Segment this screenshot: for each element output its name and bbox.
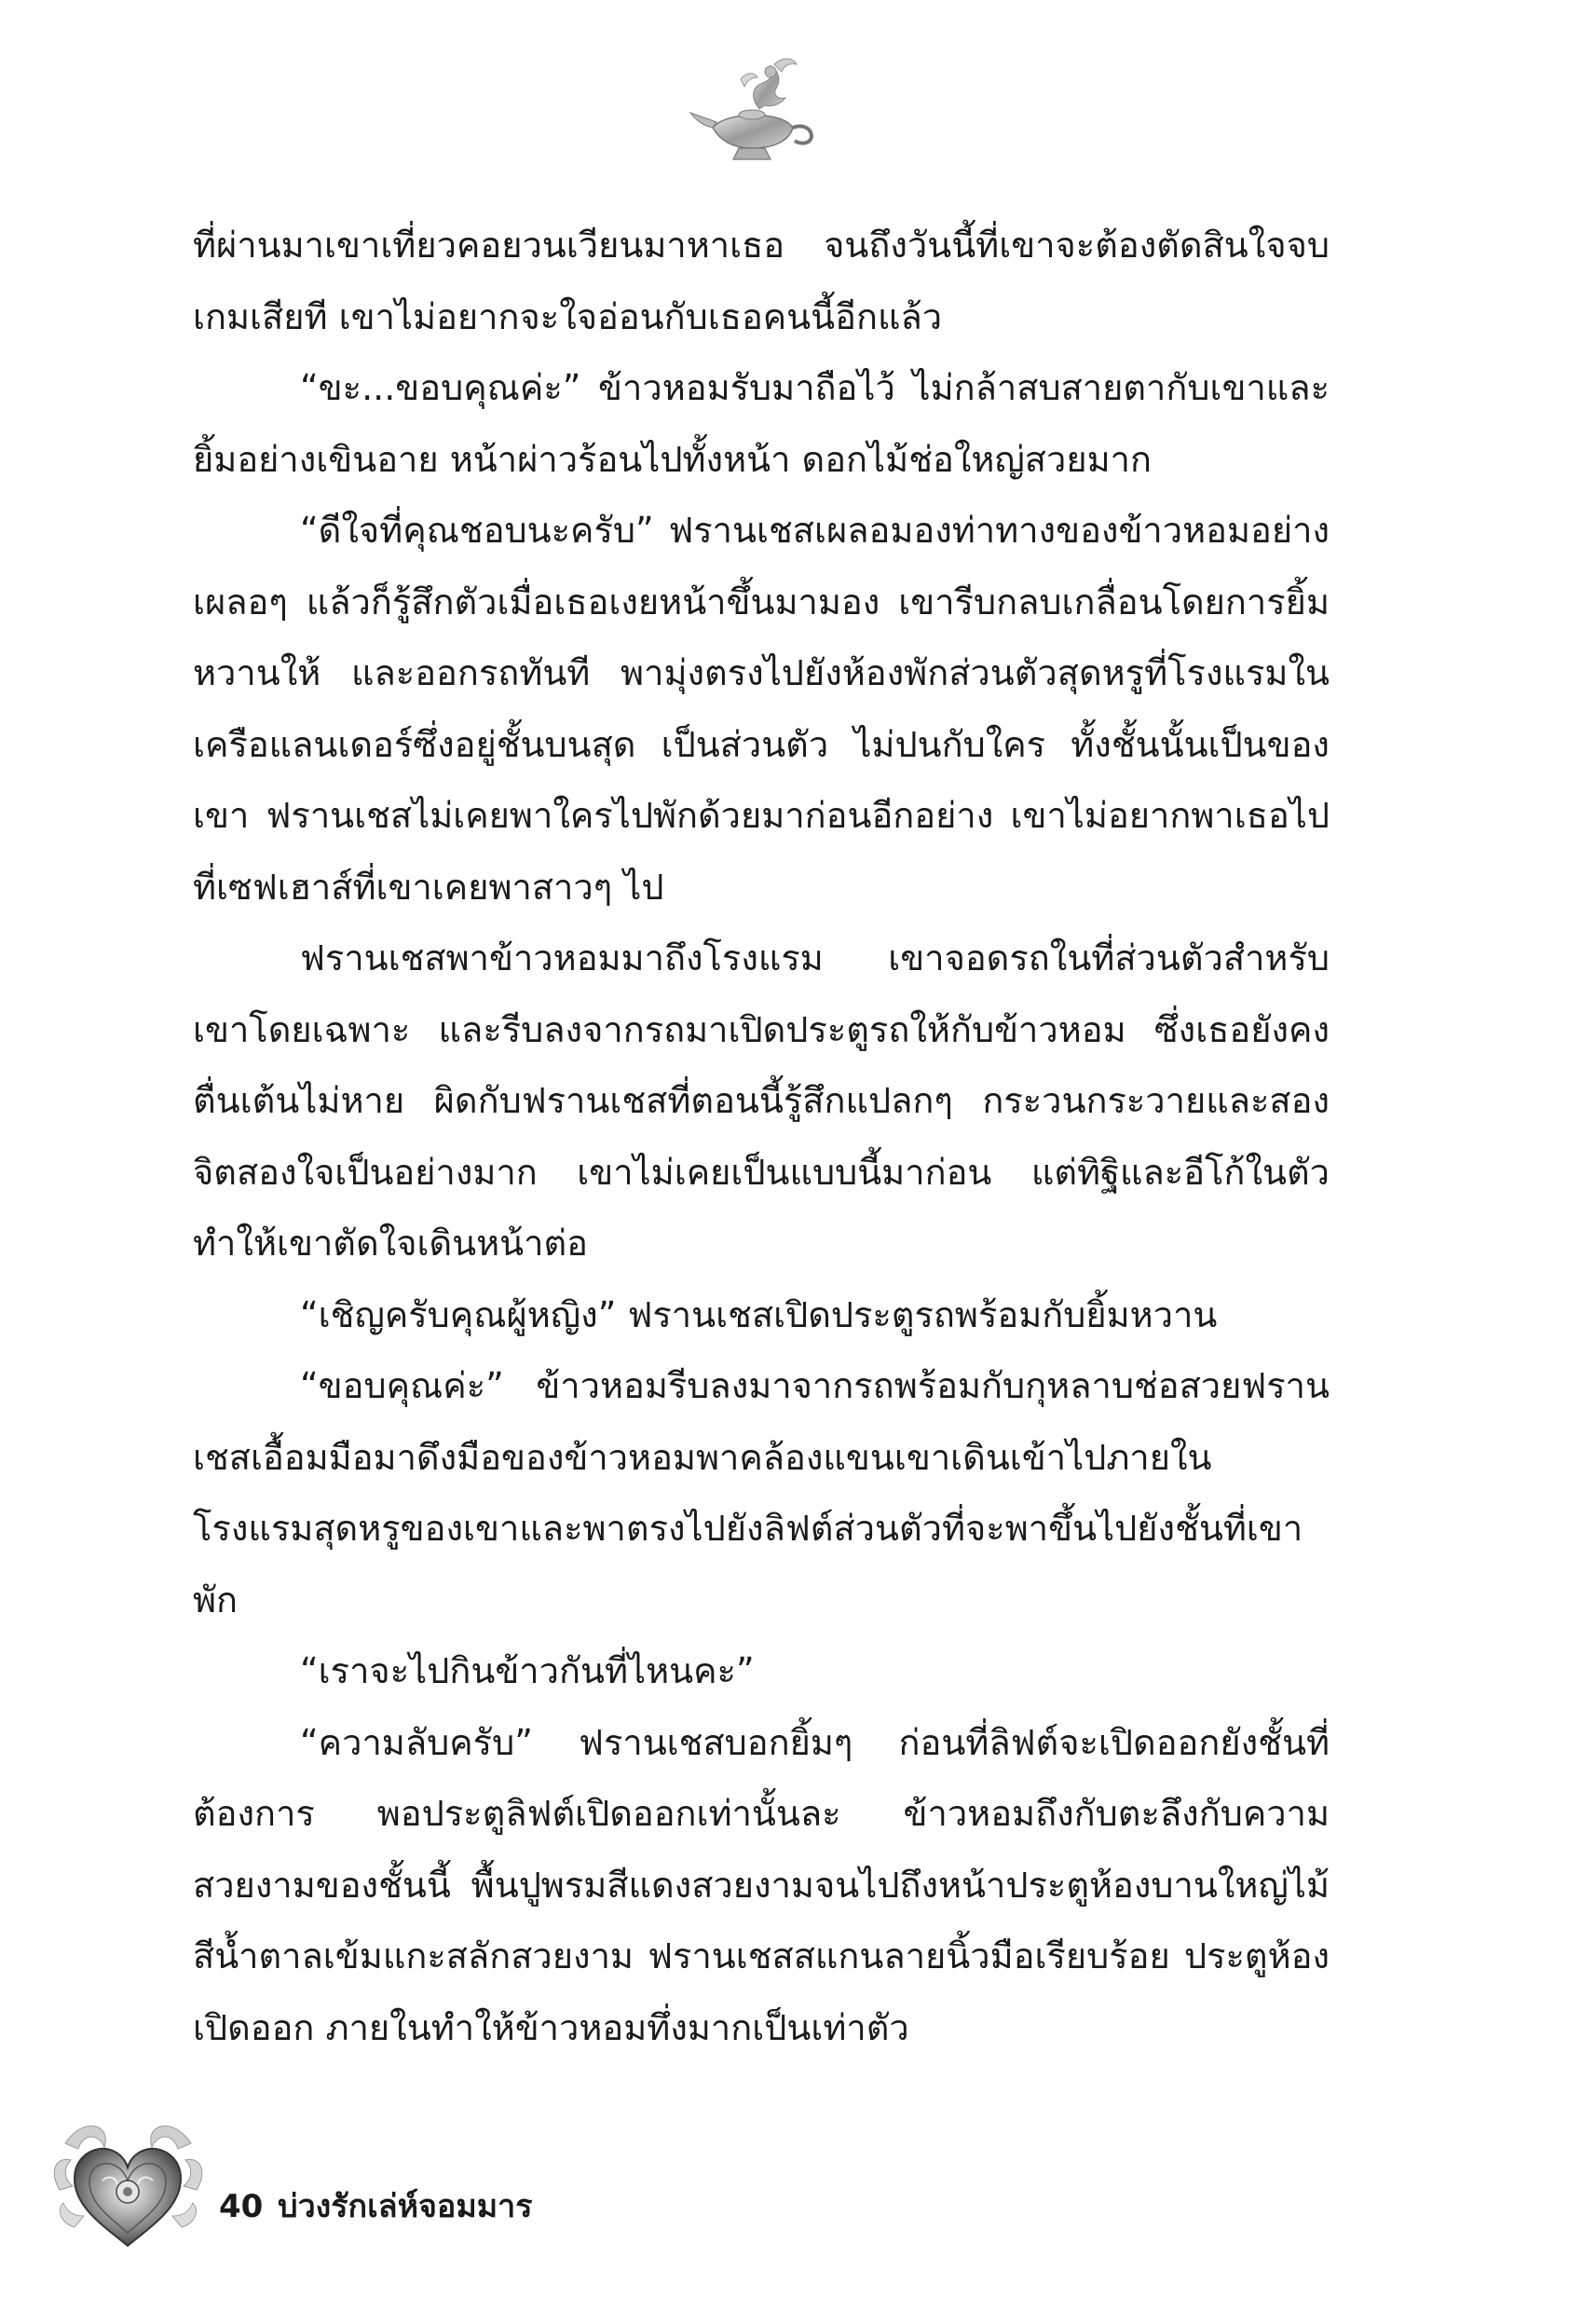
ornate-heart-icon	[47, 2106, 210, 2264]
page-number: 40	[219, 2188, 264, 2225]
header-genie-lamp-ornament	[685, 51, 825, 168]
footer-heart-ornament	[47, 2106, 210, 2264]
paragraph-1: ที่ผ่านมาเขาเที่ยวคอยวนเวียนมาหาเธอ จนถึงวันนี้ที่เขาจะต้องตัดสินใจจบเกมเสียที เขาไม่อยากจะใจอ่อนกับเธอคนนี้อีกแล้ว	[193, 225, 1330, 337]
paragraph-6: “ขอบคุณค่ะ” ข้าวหอมรีบลงมาจากรถพร้อมกับกุหลาบช่อสวยฟรานเชสเอื้อมมือมาดึงมือของข้าวหอมพาคล้องแขนเขาเดินเข้าไปภายในโรงแรมสุดหรูของเขาและพาตรงไปยังลิฟต์ส่วนตัวที่จะพาขึ้นไปยังชั้นที่เขาพัก	[193, 1365, 1330, 1620]
paragraph-4: ฟรานเชสพาข้าวหอมมาถึงโรงแรม เขาจอดรถในที่ส่วนตัวสำหรับเขาโดยเฉพาะ และรีบลงจากรถมาเปิดประตูรถให้กับข้าวหอม ซึ่งเธอยังคงตื่นเต้นไม่หาย ผิดกับฟรานเชสที่ตอนนี้รู้สึกแปลกๆ กระวนกระวายและสองจิตสองใจเป็นอย่างมาก เขาไม่เคยเป็นแบบนี้มาก่อน แต่ทิฐิและอีโก้ในตัวทำให้เขาตัดใจเดินหน้าต่อ	[193, 937, 1330, 1264]
page-footer	[47, 2106, 699, 2264]
paragraph-5: “เชิญครับคุณผู้หญิง” ฟรานเชสเปิดประตูรถพร้อมกับยิ้มหวาน	[300, 1293, 1218, 1335]
paragraph-3: “ดีใจที่คุณชอบนะครับ” ฟรานเชสเผลอมองท่าทางของข้าวหอมอย่างเผลอๆ แล้วก็รู้สึกตัวเมื่อเธอเงยหน้าขึ้นมามอง เขารีบกลบเกลื่อนโดยการยิ้มหวานให้ และออกรถทันที พามุ่งตรงไปยังห้องพักส่วนตัวสุดหรูที่โรงแรมในเครือแลนเดอร์ซึ่งอยู่ชั้นบนสุด เป็นส่วนตัว ไม่ปนกับใคร ทั้งชั้นนั้นเป็นของเขา ฟรานเชสไม่เคยพาใครไปพักด้วยมาก่อนอีกอย่าง เขาไม่อยากพาเธอไปที่เซฟเฮาส์ที่เขาเคยพาสาวๆ ไป	[193, 510, 1330, 908]
body-text	[193, 210, 1330, 2063]
paragraph-2: “ขะ...ขอบคุณค่ะ” ข้าวหอมรับมาถือไว้ ไม่กล้าสบสายตากับเขาและยิ้มอย่างเขินอาย หน้าผ่าวร้อนไปทั้งหน้า ดอกไม้ช่อใหญ่สวยมาก	[193, 367, 1330, 480]
genie-lamp-icon	[685, 51, 825, 168]
paragraph-7: “เราจะไปกินข้าวกันที่ไหนคะ”	[300, 1650, 755, 1691]
book-title: บ่วงรักเล่ห์จอมมาร	[278, 2188, 533, 2225]
paragraph-8: “ความลับครับ” ฟรานเชสบอกยิ้มๆ ก่อนที่ลิฟต์จะเปิดออกยังชั้นที่ต้องการ พอประตูลิฟต์เปิดออกเท่านั้นละ ข้าวหอมถึงกับตะลึงกับความสวยงามของชั้นนี้ พื้นปูพรมสีแดงสวยงามจนไปถึงหน้าประตูห้องบานใหญ่ไม้สีน้ำตาลเข้มแกะสลักสวยงาม ฟรานเชสสแกนลายนิ้วมือเรียบร้อย ประตูห้องเปิดออก ภายในทำให้ข้าวหอมทึ่งมากเป็นเท่าตัว	[193, 1721, 1330, 2048]
